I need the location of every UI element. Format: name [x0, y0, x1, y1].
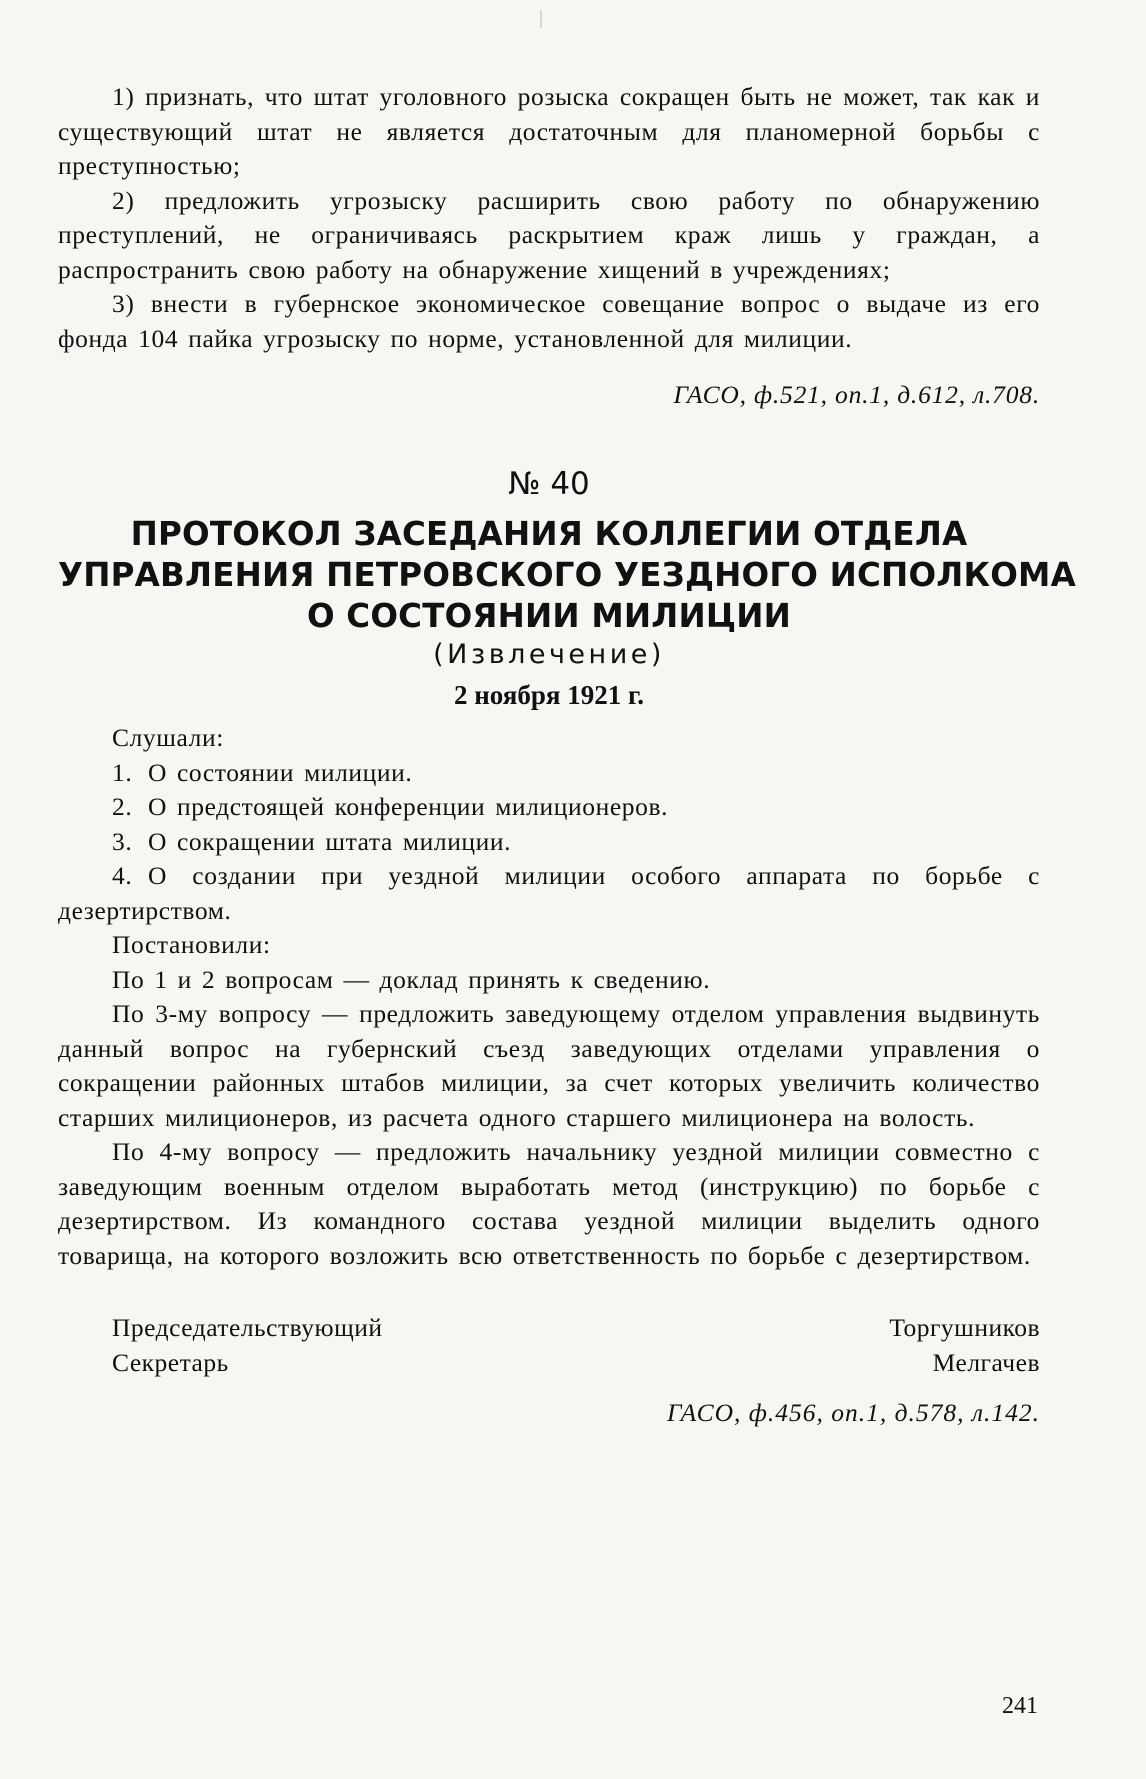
document-title [58, 514, 1076, 637]
decision-3: По 4-му вопросу — предложить начальнику уездной милиции совместно с заведующим военным отделом выработать метод (инструкцию) по борьбе с дезертирством. Из командного состава уездной милиции выделить одного товарища, на которого возложить всю ответственность по борьбе с дезертирством. [58, 1137, 1040, 1270]
agenda-item-number: 2. [112, 792, 133, 821]
document-title-line-1: ПРОТОКОЛ ЗАСЕДАНИЯ КОЛЛЕГИИ ОТДЕЛА [130, 515, 968, 553]
resolution-item-2: 2) предложить угрозыску расширить свою работу по обнаружению преступлений, не ограничиваясь раскрытием краж лишь у граждан, а распространить свою работу на обнаружение хищений в учреждениях; [58, 185, 1040, 284]
signature-role: Председательствующий [112, 1313, 383, 1342]
agenda-item-2 [58, 790, 1040, 825]
signature-role: Секретарь [112, 1347, 229, 1377]
signature-name: Мелгачев [932, 1347, 1040, 1377]
extract-note: (Извлечение) [433, 639, 665, 670]
agenda-item-number: 4. [112, 861, 133, 890]
document-title-line-2: УПРАВЛЕНИЯ ПЕТРОВСКОГО УЕЗДНОГО ИСПОЛКОМА [58, 556, 1076, 594]
agenda-item-3 [58, 825, 1040, 860]
scan-mark [540, 10, 542, 28]
heard-label: Слушали: [112, 723, 224, 752]
document-date: 2 ноября 1921 г. [454, 680, 644, 710]
resolution-item-3: 3) внести в губернское экономическое совещание вопрос о выдаче из его фонда 104 пайка угрозыску по норме, установленной для милиции. [58, 289, 1040, 353]
document-number: № 40 [508, 466, 590, 502]
agenda-item-text: О создании при уездной милиции особого аппарата по борьбе с дезертирством. [58, 861, 1040, 925]
signature-name: Торгушников [889, 1313, 1040, 1342]
text-column [58, 80, 1076, 1430]
document-title-line-3: О СОСТОЯНИИ МИЛИЦИИ [306, 597, 792, 635]
agenda-item-number: 3. [112, 826, 133, 856]
signature-secretary [58, 1346, 1040, 1381]
signatures [58, 1311, 1040, 1380]
agenda-item-4 [58, 859, 1040, 928]
agenda-item-1 [58, 756, 1040, 791]
agenda-item-text: О сокращении штата милиции. [148, 826, 512, 856]
agenda-item-text: О предстоящей конференции милиционеров. [148, 792, 669, 821]
agenda-item-text: О состоянии милиции. [148, 757, 413, 787]
decision-2: По 3-му вопросу — предложить заведующему отделом управления выдвинуть данный вопрос на губернский съезд заведующих отделами управления о сокращении районных штабов милиции, за счет которых увеличить количество старших милиционеров, из расчета одного старшего милиционера на волость. [58, 999, 1040, 1132]
agenda-item-number: 1. [112, 757, 133, 787]
page-number: 241 [1002, 1693, 1038, 1719]
archive-reference-bottom: ГАСО, ф.456, оп.1, д.578, л.142. [667, 1398, 1040, 1427]
decided-label: Постановили: [112, 930, 271, 959]
signature-chair [58, 1311, 1040, 1346]
archive-reference-top: ГАСО, ф.521, оп.1, д.612, л.708. [673, 380, 1040, 409]
decision-1: По 1 и 2 вопросам — доклад принять к сведению. [112, 964, 711, 994]
resolution-item-1: 1) признать, что штат уголовного розыска сокращен быть не может, так как и существующий штат не является достаточным для планомерной борьбы с преступностью; [58, 82, 1040, 180]
